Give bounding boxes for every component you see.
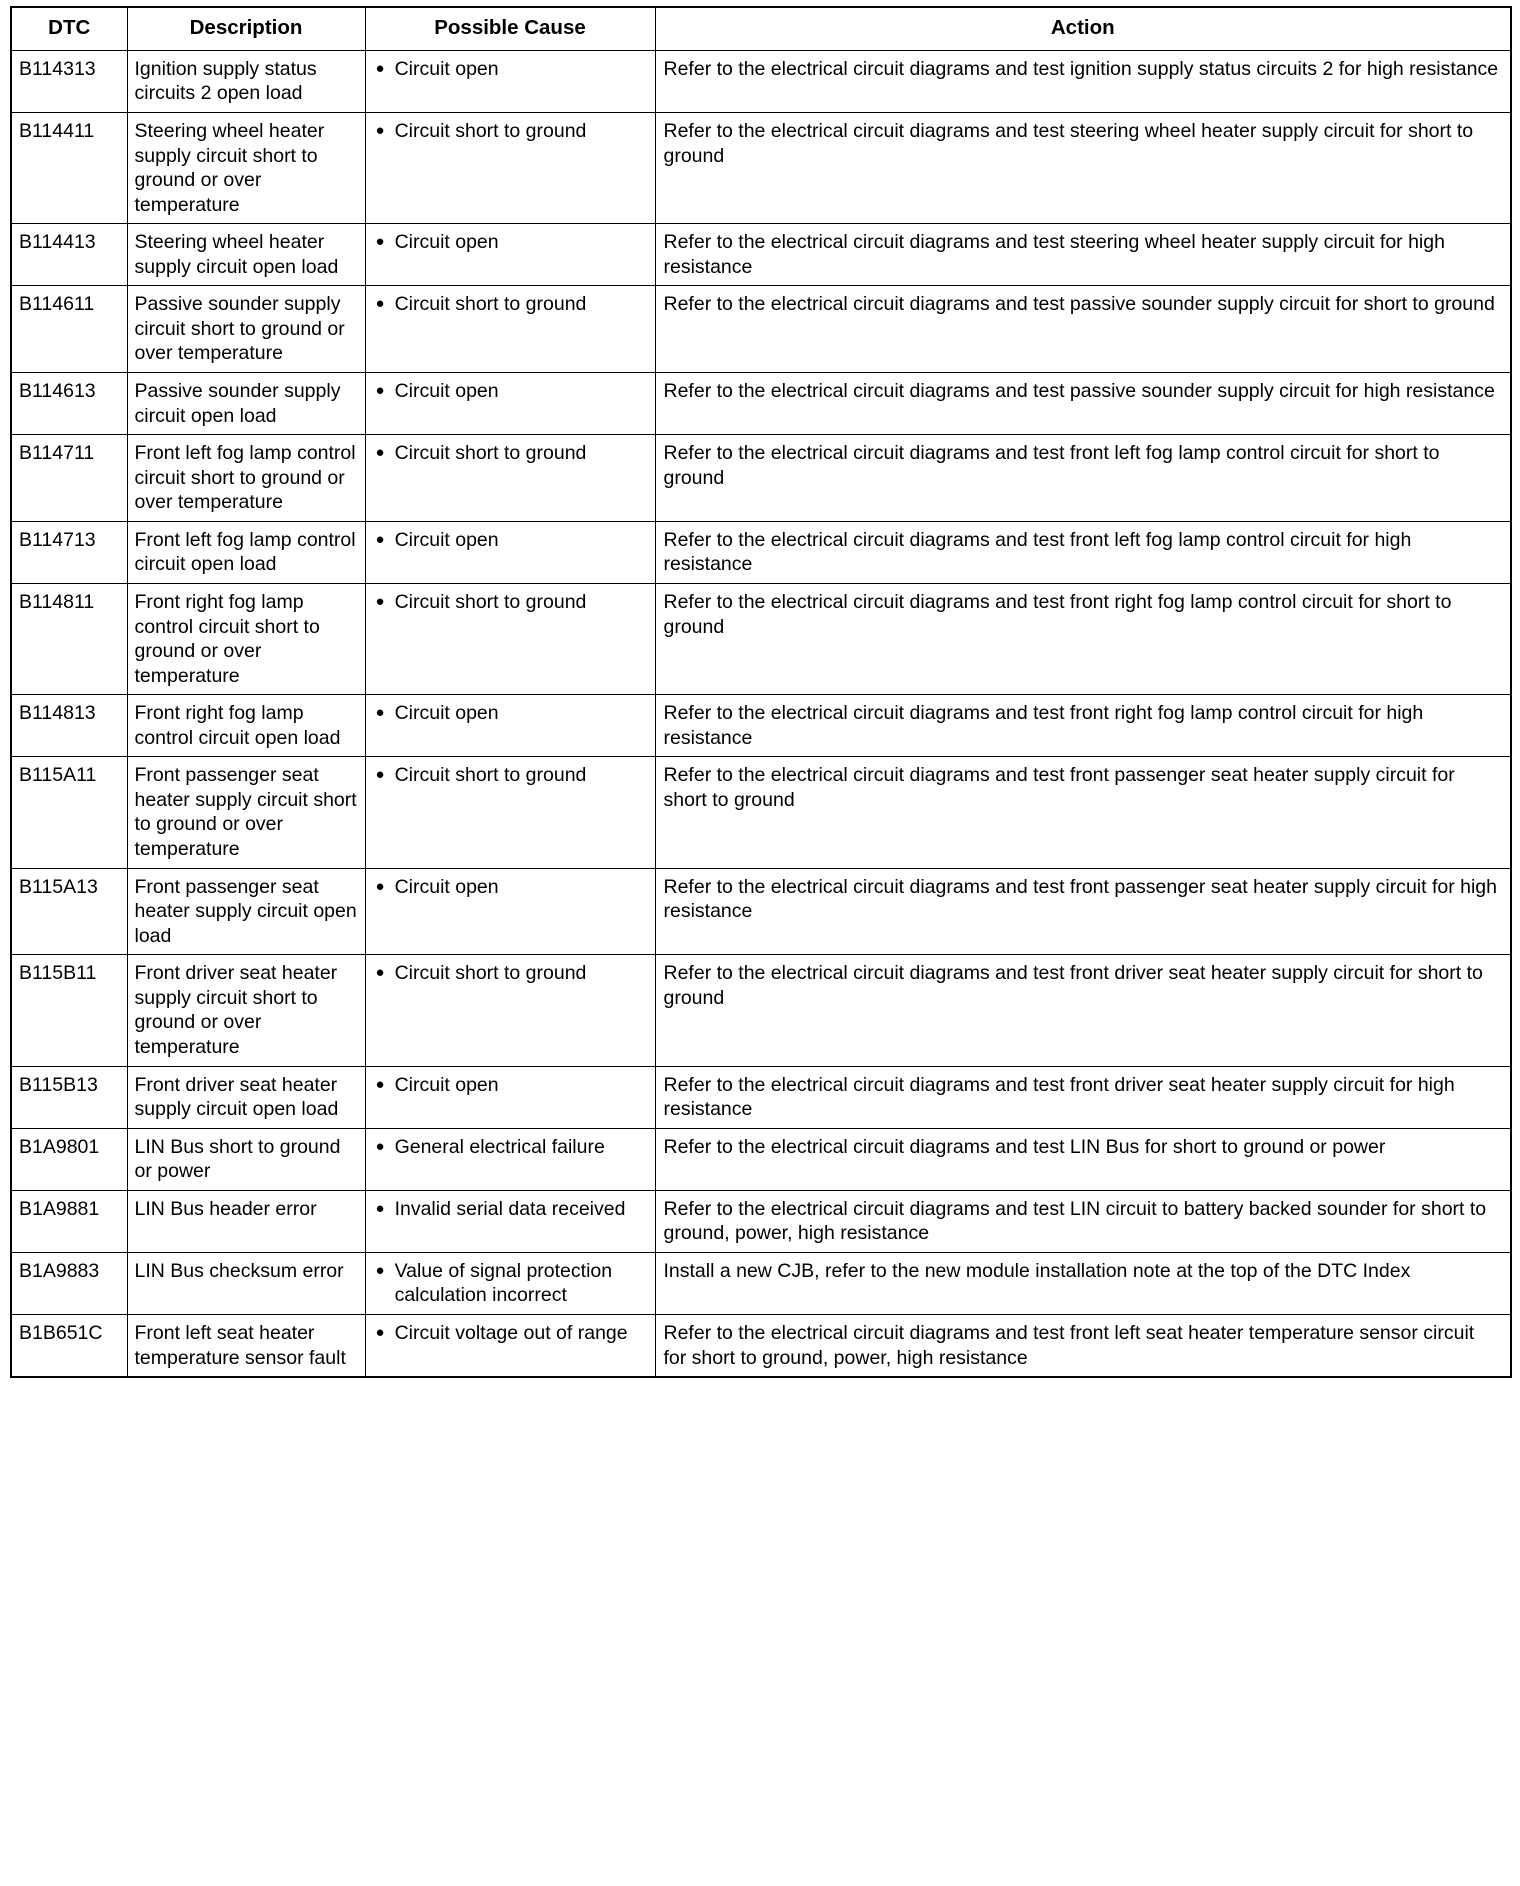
bullet-icon: ●: [375, 1137, 385, 1155]
dtc-code: B1B651C: [11, 1315, 127, 1378]
dtc-possible-cause: [365, 583, 655, 694]
table-header: [11, 7, 1511, 50]
bullet-icon: ●: [375, 382, 385, 400]
dtc-description: Front left fog lamp control circuit short to ground or over temperature: [127, 435, 365, 522]
dtc-description: Front passenger seat heater supply circuit short to ground or over temperature: [127, 757, 365, 868]
dtc-description: Front left fog lamp control circuit open load: [127, 521, 365, 583]
dtc-code: B114313: [11, 50, 127, 112]
dtc-description: Steering wheel heater supply circuit short to ground or over temperature: [127, 112, 365, 223]
bullet-icon: ●: [375, 964, 385, 982]
bullet-icon: ●: [375, 766, 385, 784]
table-row: [11, 583, 1511, 694]
bullet-icon: ●: [375, 704, 385, 722]
possible-cause-text: Invalid serial data received: [394, 1197, 626, 1220]
dtc-code: B1A9801: [11, 1128, 127, 1190]
possible-cause-text: Circuit open: [394, 875, 499, 898]
bullet-icon: ●: [375, 233, 385, 251]
table-row: [11, 868, 1511, 955]
table-row: [11, 1128, 1511, 1190]
bullet-icon: ●: [375, 1075, 385, 1093]
bullet-icon: ●: [375, 877, 385, 895]
dtc-possible-cause: [365, 1066, 655, 1128]
possible-cause-text: Circuit open: [394, 231, 499, 254]
dtc-code: B114413: [11, 224, 127, 286]
possible-cause-text: Circuit short to ground: [394, 590, 587, 613]
dtc-code: B114613: [11, 373, 127, 435]
dtc-possible-cause: [365, 286, 655, 373]
table-row: [11, 695, 1511, 757]
dtc-code: B115B13: [11, 1066, 127, 1128]
table-row: [11, 435, 1511, 522]
possible-cause-text: Circuit short to ground: [394, 442, 587, 465]
table-body: [11, 50, 1511, 1377]
dtc-action: Refer to the electrical circuit diagrams and test LIN Bus for short to ground or power: [655, 1128, 1511, 1190]
bullet-icon: ●: [375, 1261, 385, 1279]
dtc-possible-cause: [365, 1252, 655, 1314]
dtc-action: Refer to the electrical circuit diagrams and test LIN circuit to battery backed sounder for short to ground, power, high resistance: [655, 1190, 1511, 1252]
dtc-code: B114713: [11, 521, 127, 583]
dtc-code: B114813: [11, 695, 127, 757]
table-row: [11, 286, 1511, 373]
dtc-description: LIN Bus checksum error: [127, 1252, 365, 1314]
dtc-description: Front driver seat heater supply circuit open load: [127, 1066, 365, 1128]
table-row: [11, 757, 1511, 868]
dtc-possible-cause: [365, 1190, 655, 1252]
table-row: [11, 373, 1511, 435]
possible-cause-text: Circuit open: [394, 57, 499, 80]
dtc-action: Refer to the electrical circuit diagrams and test front driver seat heater supply circuit for short to ground: [655, 955, 1511, 1066]
dtc-possible-cause: [365, 112, 655, 223]
dtc-action: Refer to the electrical circuit diagrams and test front passenger seat heater supply circuit for high resistance: [655, 868, 1511, 955]
dtc-description: Ignition supply status circuits 2 open load: [127, 50, 365, 112]
table-row: [11, 521, 1511, 583]
dtc-action: Refer to the electrical circuit diagrams and test front right fog lamp control circuit for short to ground: [655, 583, 1511, 694]
dtc-possible-cause: [365, 955, 655, 1066]
bullet-icon: ●: [375, 444, 385, 462]
dtc-possible-cause: [365, 868, 655, 955]
dtc-action: Refer to the electrical circuit diagrams and test passive sounder supply circuit for short to ground: [655, 286, 1511, 373]
dtc-possible-cause: [365, 1128, 655, 1190]
column-header-action: Action: [655, 7, 1511, 50]
bullet-icon: ●: [375, 295, 385, 313]
dtc-possible-cause: [365, 224, 655, 286]
dtc-action: Refer to the electrical circuit diagrams and test steering wheel heater supply circuit for short to ground: [655, 112, 1511, 223]
table-row: [11, 112, 1511, 223]
dtc-code: B1A9881: [11, 1190, 127, 1252]
possible-cause-text: Circuit short to ground: [394, 293, 587, 316]
dtc-action: Refer to the electrical circuit diagrams and test front passenger seat heater supply circuit for short to ground: [655, 757, 1511, 868]
possible-cause-text: Circuit open: [394, 1073, 499, 1096]
dtc-action: Refer to the electrical circuit diagrams and test front right fog lamp control circuit for high resistance: [655, 695, 1511, 757]
dtc-action: Refer to the electrical circuit diagrams and test passive sounder supply circuit for high resistance: [655, 373, 1511, 435]
possible-cause-text: Circuit open: [394, 702, 499, 725]
possible-cause-text: Value of signal protection calculation incorrect: [394, 1259, 613, 1307]
bullet-icon: ●: [375, 121, 385, 139]
table-row: [11, 955, 1511, 1066]
dtc-action: Install a new CJB, refer to the new module installation note at the top of the DTC Index: [655, 1252, 1511, 1314]
dtc-code: B114711: [11, 435, 127, 522]
dtc-action: Refer to the electrical circuit diagrams and test steering wheel heater supply circuit for high resistance: [655, 224, 1511, 286]
bullet-icon: ●: [375, 1324, 385, 1342]
table-row: [11, 1066, 1511, 1128]
dtc-description: Front passenger seat heater supply circuit open load: [127, 868, 365, 955]
dtc-code: B114611: [11, 286, 127, 373]
possible-cause-text: Circuit short to ground: [394, 764, 587, 787]
dtc-description: Steering wheel heater supply circuit open load: [127, 224, 365, 286]
possible-cause-text: Circuit short to ground: [394, 962, 587, 985]
table-row: [11, 50, 1511, 112]
column-header-dtc: DTC: [11, 7, 127, 50]
dtc-description: Front driver seat heater supply circuit short to ground or over temperature: [127, 955, 365, 1066]
possible-cause-text: Circuit short to ground: [394, 119, 587, 142]
dtc-action: Refer to the electrical circuit diagrams and test front left seat heater temperature sensor circuit for short to ground, power, high resistance: [655, 1315, 1511, 1378]
possible-cause-text: Circuit open: [394, 380, 499, 403]
dtc-code: B115B11: [11, 955, 127, 1066]
dtc-code: B115A13: [11, 868, 127, 955]
dtc-possible-cause: [365, 695, 655, 757]
dtc-action: Refer to the electrical circuit diagrams and test front left fog lamp control circuit for short to ground: [655, 435, 1511, 522]
bullet-icon: ●: [375, 1199, 385, 1217]
bullet-icon: ●: [375, 59, 385, 77]
possible-cause-text: General electrical failure: [394, 1135, 605, 1158]
dtc-possible-cause: [365, 373, 655, 435]
dtc-possible-cause: [365, 757, 655, 868]
dtc-action: Refer to the electrical circuit diagrams and test ignition supply status circuits 2 for high resistance: [655, 50, 1511, 112]
possible-cause-text: Circuit open: [394, 528, 499, 551]
dtc-description: Passive sounder supply circuit short to ground or over temperature: [127, 286, 365, 373]
dtc-description: LIN Bus short to ground or power: [127, 1128, 365, 1190]
possible-cause-text: Circuit voltage out of range: [394, 1322, 628, 1345]
dtc-description: Front right fog lamp control circuit short to ground or over temperature: [127, 583, 365, 694]
dtc-code: B1A9883: [11, 1252, 127, 1314]
dtc-description: LIN Bus header error: [127, 1190, 365, 1252]
table-row: [11, 1315, 1511, 1378]
dtc-description: Front right fog lamp control circuit open load: [127, 695, 365, 757]
dtc-code: B114811: [11, 583, 127, 694]
dtc-possible-cause: [365, 50, 655, 112]
column-header-description: Description: [127, 7, 365, 50]
bullet-icon: ●: [375, 592, 385, 610]
dtc-possible-cause: [365, 521, 655, 583]
dtc-action: Refer to the electrical circuit diagrams and test front left fog lamp control circuit for high resistance: [655, 521, 1511, 583]
table-row: [11, 1252, 1511, 1314]
table-row: [11, 224, 1511, 286]
dtc-action: Refer to the electrical circuit diagrams and test front driver seat heater supply circuit for high resistance: [655, 1066, 1511, 1128]
column-header-possible-cause: Possible Cause: [365, 7, 655, 50]
dtc-description: Passive sounder supply circuit open load: [127, 373, 365, 435]
dtc-possible-cause: [365, 1315, 655, 1378]
bullet-icon: ●: [375, 530, 385, 548]
dtc-code: B115A11: [11, 757, 127, 868]
dtc-possible-cause: [365, 435, 655, 522]
table-row: [11, 1190, 1511, 1252]
dtc-code: B114411: [11, 112, 127, 223]
dtc-table: [10, 6, 1512, 1378]
dtc-description: Front left seat heater temperature sensor fault: [127, 1315, 365, 1378]
table-header-row: [11, 7, 1511, 50]
